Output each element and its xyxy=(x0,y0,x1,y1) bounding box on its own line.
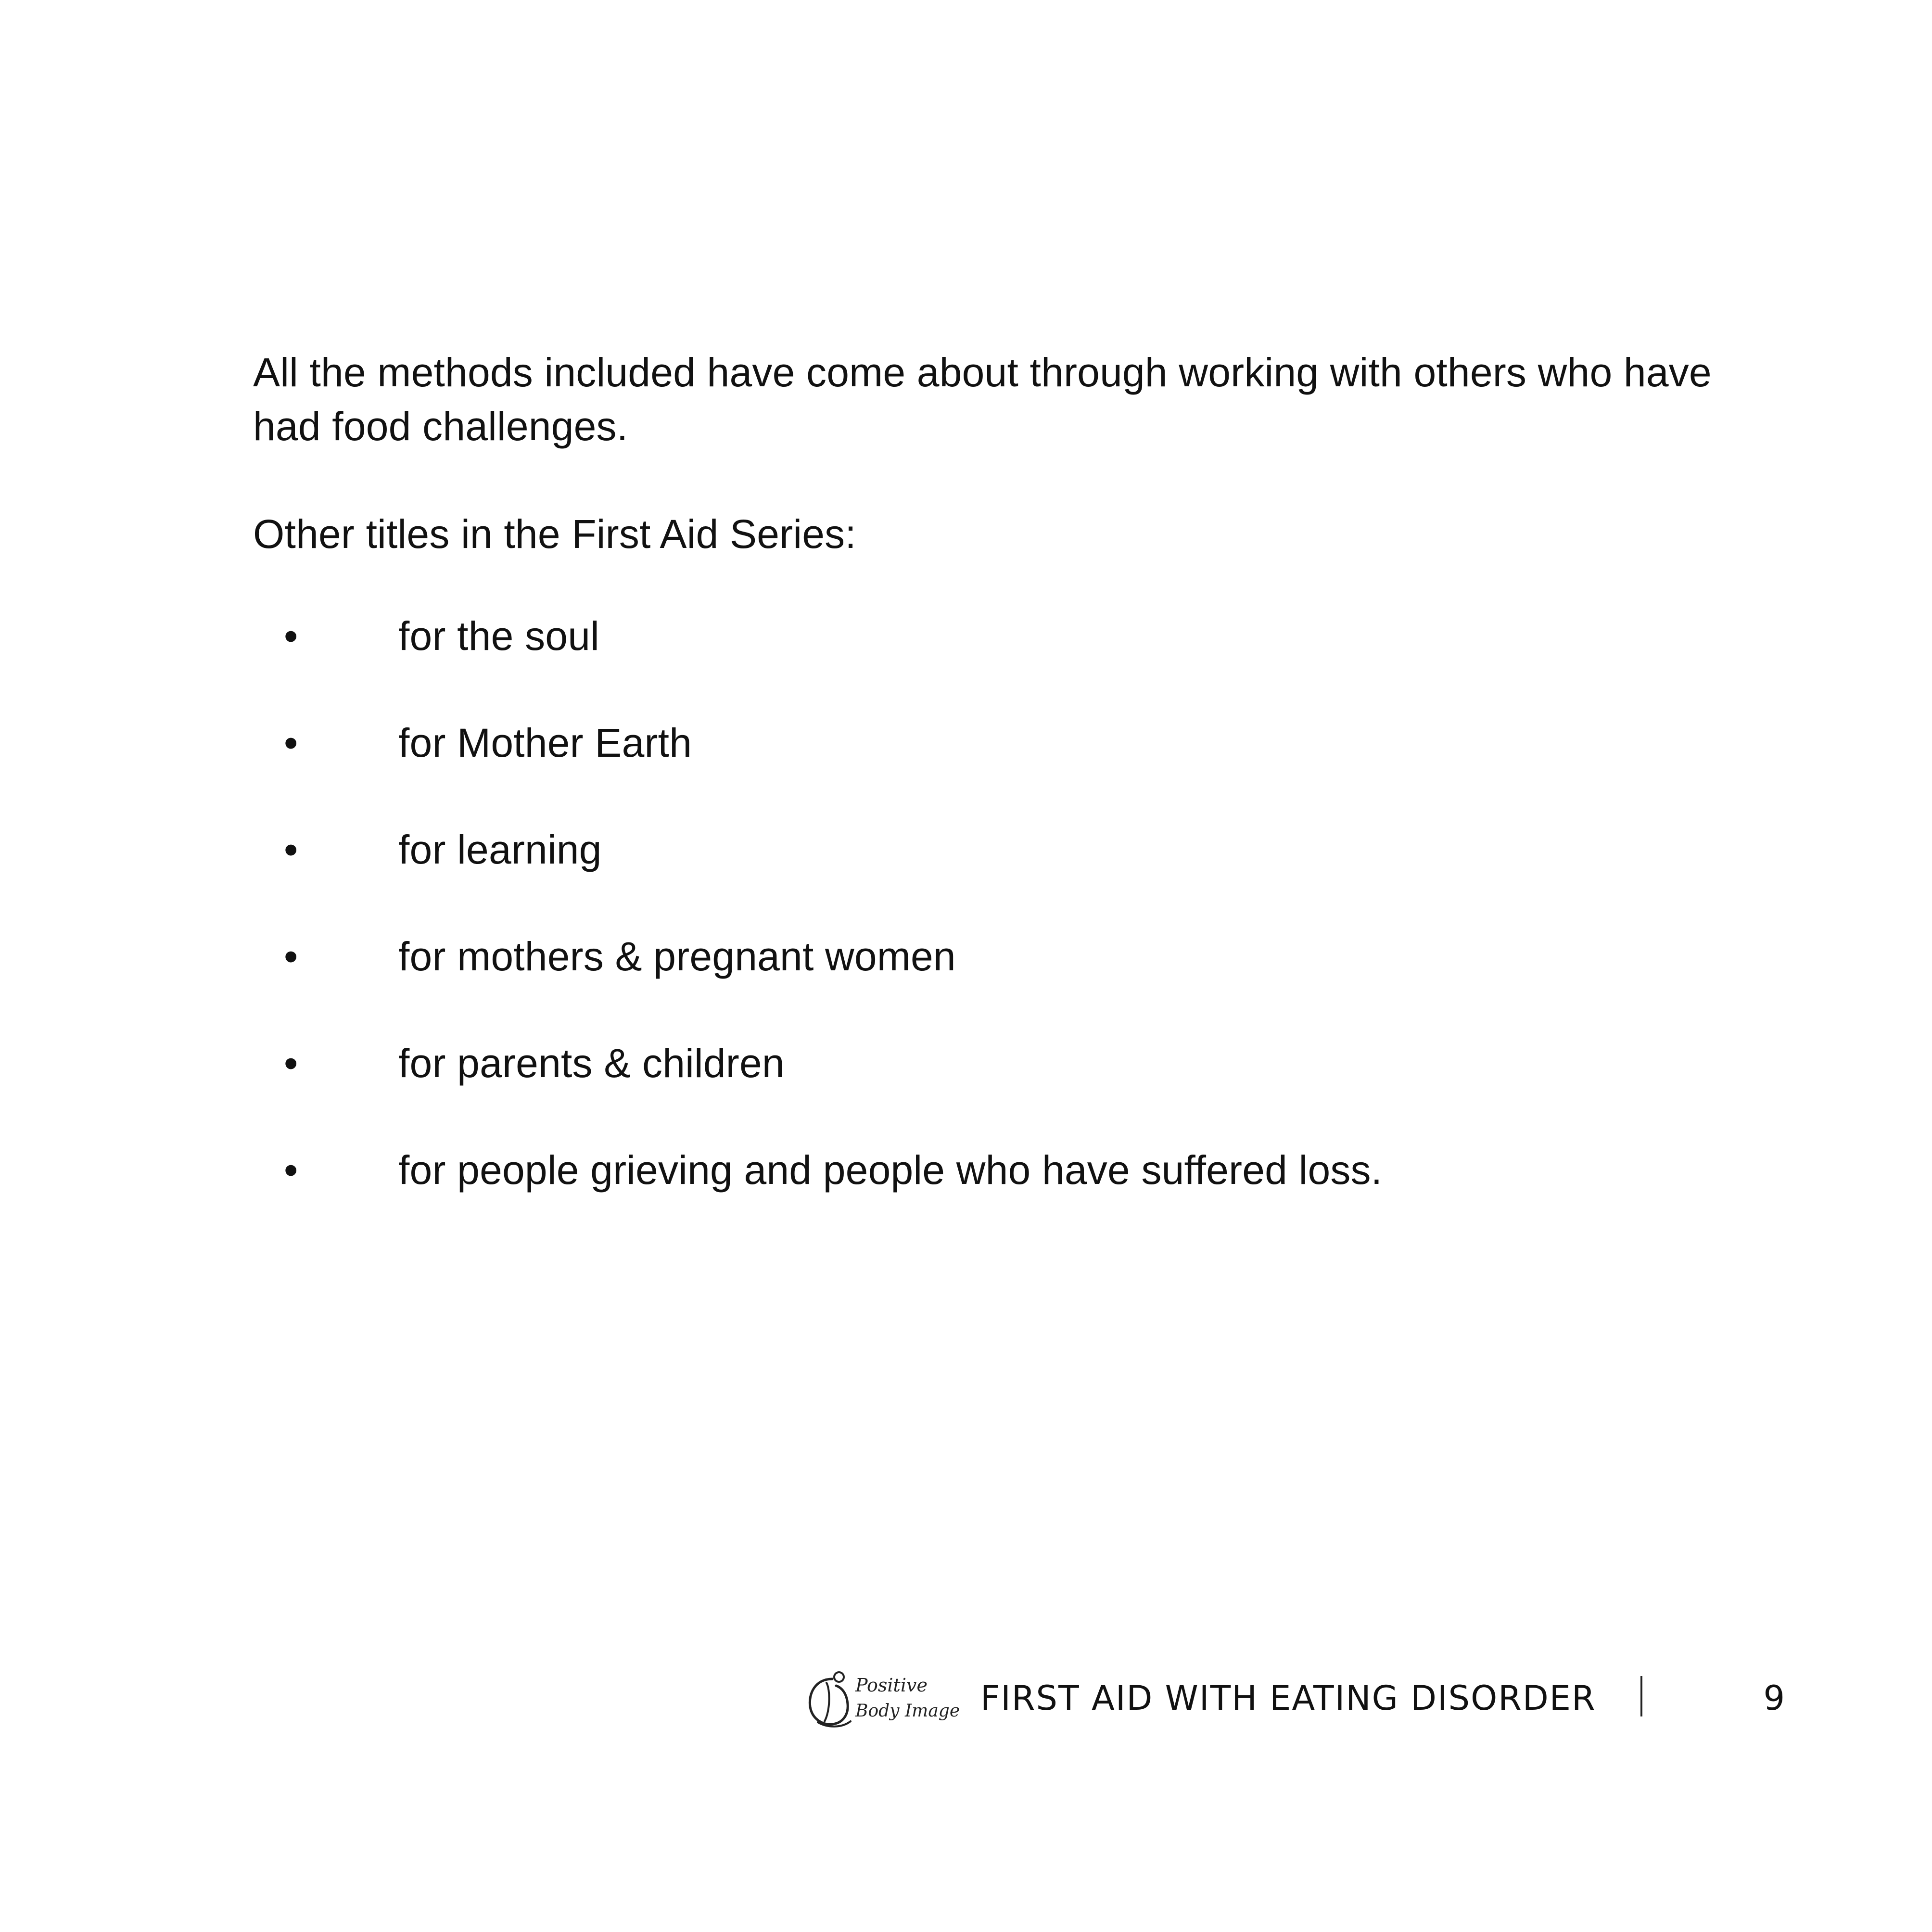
list-item-label: for learning xyxy=(398,827,602,872)
bullet-icon: • xyxy=(284,720,298,765)
bullet-icon: • xyxy=(284,827,298,872)
bullet-icon: • xyxy=(284,934,298,979)
list-item-label: for mothers & pregnant women xyxy=(398,934,956,979)
intro-line-1: All the methods included have come about through working with others who have xyxy=(253,350,1712,395)
list-item-label: for the soul xyxy=(398,613,599,659)
page-number: 9 xyxy=(1763,1678,1785,1718)
svg-text:Positive: Positive xyxy=(855,1675,928,1696)
list-item xyxy=(253,929,1783,983)
list-item-label: for Mother Earth xyxy=(398,720,692,765)
footer-title: FIRST AID WITH EATING DISORDER xyxy=(980,1678,1596,1718)
page-footer xyxy=(799,1660,1785,1737)
list-item-label: for parents & children xyxy=(398,1041,785,1086)
intro-line-2: had food challenges. xyxy=(253,404,628,449)
list-item xyxy=(253,823,1783,877)
list-item xyxy=(253,716,1783,770)
list-item xyxy=(253,1143,1783,1197)
main-text xyxy=(253,345,1783,1250)
intro-paragraph xyxy=(253,345,1783,453)
bullet-icon: • xyxy=(284,613,298,659)
list-item xyxy=(253,609,1783,663)
svg-text:Body Image: Body Image xyxy=(855,1701,960,1721)
list-item-label: for people grieving and people who have suffered loss. xyxy=(398,1147,1383,1193)
bullet-icon: • xyxy=(284,1041,298,1086)
series-heading: Other titles in the First Aid Series: xyxy=(253,511,856,557)
footer-divider xyxy=(1640,1676,1642,1716)
bullet-icon: • xyxy=(284,1147,298,1193)
positive-body-image-logo-icon xyxy=(799,1665,960,1732)
list-item xyxy=(253,1036,1783,1090)
series-list xyxy=(253,609,1783,1197)
